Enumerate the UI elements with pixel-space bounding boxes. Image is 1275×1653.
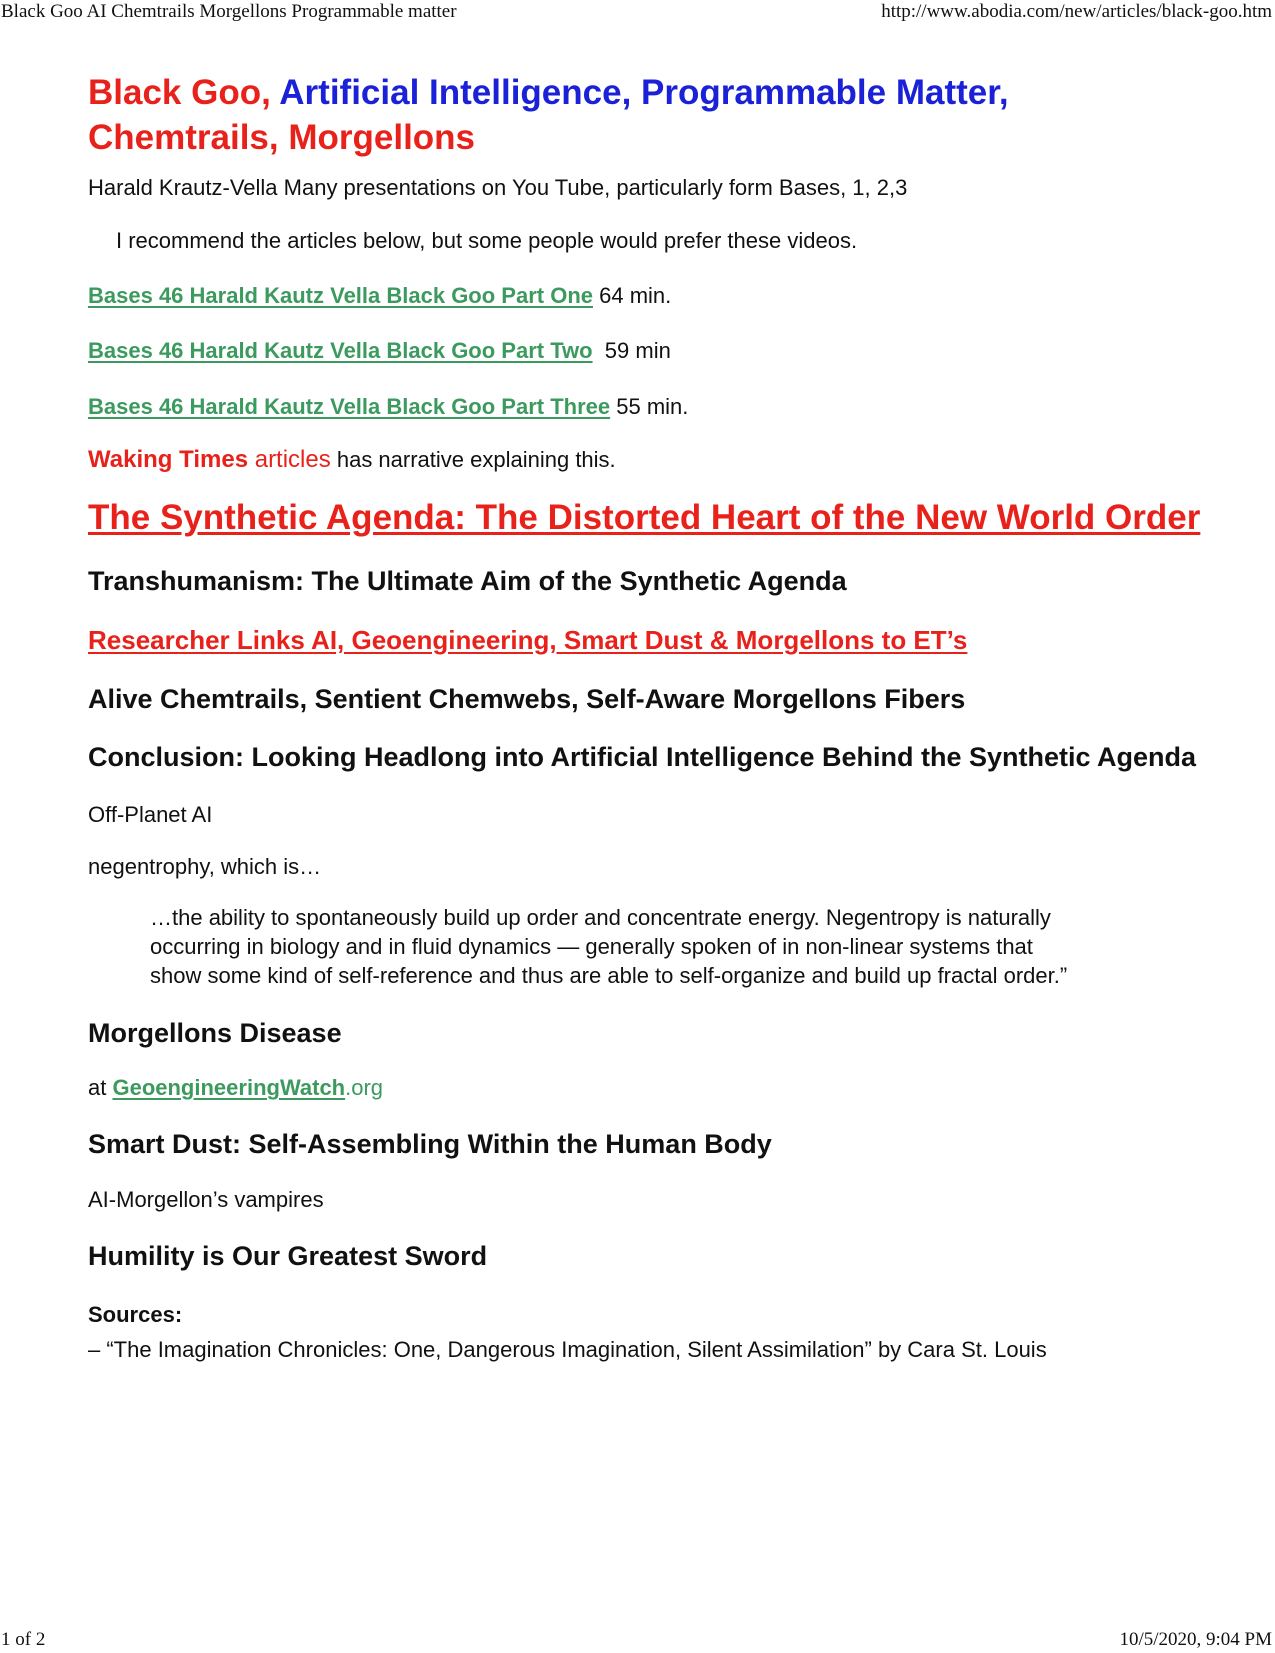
print-datetime: 10/5/2020, 9:04 PM: [1119, 1629, 1272, 1650]
off-planet-ai: Off-Planet AI: [88, 802, 213, 827]
page-title: [88, 70, 1203, 160]
heading-alive-chemtrails: Alive Chemtrails, Sentient Chemwebs, Self-Aware Morgellons Fibers: [88, 684, 966, 714]
heading-smart-dust: Smart Dust: Self-Assembling Within the Human Body: [88, 1129, 772, 1159]
page-number: 1 of 2: [1, 1629, 46, 1650]
geo-prefix: at: [88, 1075, 113, 1100]
waking-times-rest: has narrative explaining this.: [330, 447, 616, 472]
video-link-row: [88, 393, 1203, 421]
video-link-part-three[interactable]: Bases 46 Harald Kautz Vella Black Goo Part Three: [88, 394, 611, 419]
sources-label: Sources:: [88, 1302, 183, 1327]
article-content: [88, 70, 1203, 1364]
print-header-title: Black Goo AI Chemtrails Morgellons Programmable matter: [1, 1, 457, 22]
print-footer: [0, 1629, 1275, 1653]
negentropy-quote: …the ability to spontaneously build up order and concentrate energy. Negentropy is naturally occurring in biology and in fluid dynamics — generally spoken of in non-linear systems that show some kind of self-reference and thus are able to self-organize and build up fractal order.”: [150, 905, 1068, 988]
negentrophy-intro: negentrophy, which is…: [88, 854, 322, 879]
video-link-part-two[interactable]: Bases 46 Harald Kautz Vella Black Goo Part Two: [88, 338, 593, 363]
heading-conclusion: Conclusion: Looking Headlong into Artificial Intelligence Behind the Synthetic Agenda: [88, 742, 1197, 772]
geo-suffix: .org: [345, 1075, 384, 1100]
geoengineering-line: [88, 1074, 1203, 1102]
researcher-link[interactable]: Researcher Links AI, Geoengineering, Smart Dust & Morgellons to ET’s: [88, 625, 968, 655]
print-header-url: http://www.abodia.com/new/articles/black-goo.htm: [881, 1, 1272, 22]
source-item: – “The Imagination Chronicles: One, Dangerous Imagination, Silent Assimilation” by Cara St. Louis: [88, 1337, 1047, 1362]
agenda-title-link[interactable]: The Synthetic Agenda: The Distorted Heart of the New World Order: [88, 498, 1201, 537]
video-link-row: [88, 337, 1203, 365]
heading-humility: Humility is Our Greatest Sword: [88, 1241, 488, 1271]
print-header: [0, 1, 1275, 25]
video-link-part-one[interactable]: Bases 46 Harald Kautz Vella Black Goo Part One: [88, 283, 593, 308]
waking-times-articles-link[interactable]: articles: [248, 446, 331, 473]
video-duration: 64 min.: [593, 283, 672, 308]
video-duration: 55 min.: [610, 394, 689, 419]
intro-line-2: I recommend the articles below, but some people would prefer these videos.: [116, 228, 858, 253]
heading-morgellons-disease: Morgellons Disease: [88, 1018, 342, 1048]
title-part-chemtrails: Chemtrails, Morgellons: [88, 118, 476, 157]
ai-morgellons-vampires: AI-Morgellon’s vampires: [88, 1187, 324, 1212]
video-link-row: [88, 282, 1203, 310]
intro-line-1: Harald Krautz-Vella Many presentations on You Tube, particularly form Bases, 1, 2,3: [88, 175, 908, 200]
waking-times-name: Waking Times: [88, 446, 249, 473]
geoengineering-watch-link[interactable]: GeoengineeringWatch: [112, 1075, 346, 1100]
waking-times-line: [88, 446, 1203, 474]
video-duration: 59 min: [592, 338, 671, 363]
title-part-ai: Artificial Intelligence, Programmable Matter,: [279, 73, 1009, 112]
title-part-black-goo: Black Goo,: [88, 73, 280, 112]
heading-transhumanism: Transhumanism: The Ultimate Aim of the Synthetic Agenda: [88, 566, 847, 596]
